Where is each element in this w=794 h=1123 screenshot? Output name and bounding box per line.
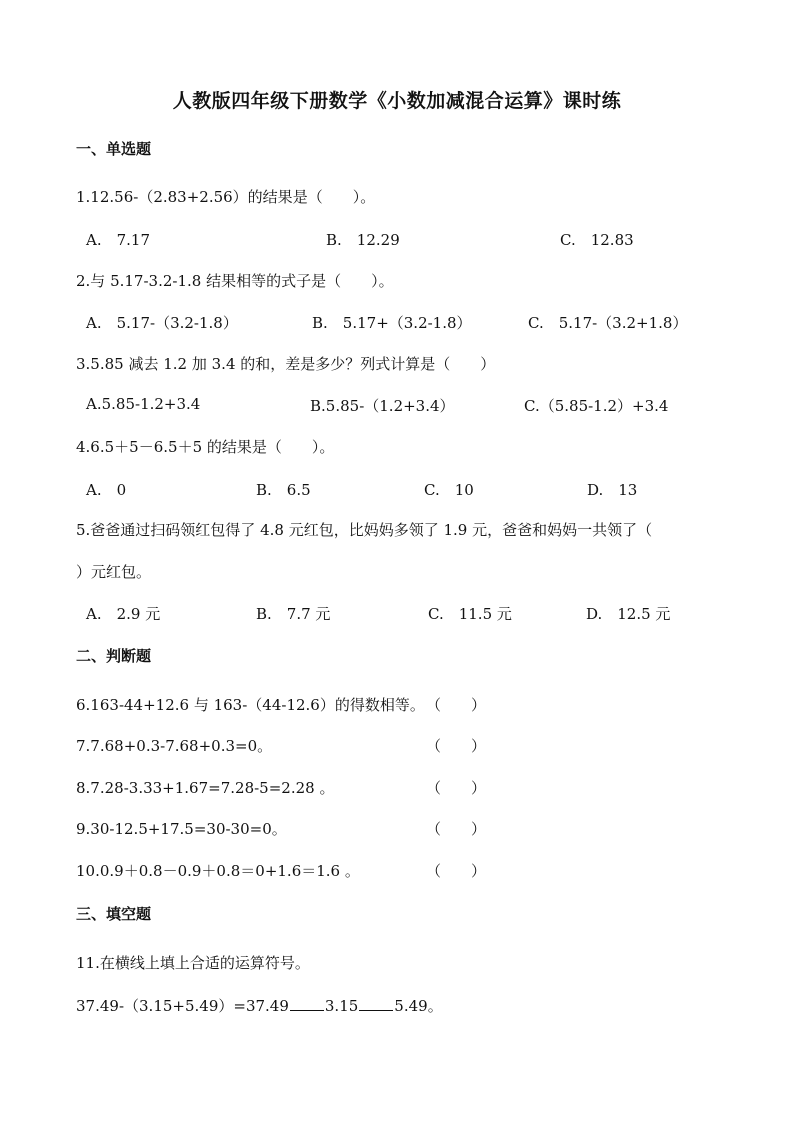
question-7-stem: 7.7.68+0.3-7.68+0.3=0。 [76, 737, 273, 755]
question-7-answer-paren: （ ） [426, 737, 487, 755]
question-9-stem: 9.30-12.5+17.5=30-30=0。 [76, 820, 287, 838]
question-8-answer-paren: （ ） [426, 779, 487, 797]
question-2-option-c: C. 5.17-（3.2+1.8） [528, 314, 688, 332]
question-3-option-c: C.（5.85-1.2）+3.4 [524, 397, 669, 415]
question-5-option-c: C. 11.5 元 [428, 605, 512, 623]
question-2-option-b: B. 5.17+（3.2-1.8） [312, 314, 472, 332]
question-1-option-c: C. 12.83 [560, 231, 634, 249]
question-8-stem: 8.7.28-3.33+1.67=7.28-5=2.28 。 [76, 779, 335, 797]
question-5-option-a: A. 2.9 元 [86, 605, 161, 623]
question-10-answer-paren: （ ） [426, 862, 487, 880]
section-heading-single-choice: 一、单选题 [76, 140, 152, 158]
question-2-option-a: A. 5.17-（3.2-1.8） [86, 314, 238, 332]
question-9-answer-paren: （ ） [426, 820, 487, 838]
question-5-stem-line-1: 5.爸爸通过扫码领红包得了 4.8 元红包，比妈妈多领了 1.9 元，爸爸和妈妈一共领了（ [76, 521, 653, 539]
question-6-answer-paren: （ ） [426, 696, 487, 714]
question-5-option-d: D. 12.5 元 [586, 605, 671, 623]
question-2-stem: 2.与 5.17-3.2-1.8 结果相等的式子是（ ）。 [76, 272, 394, 290]
question-3-stem: 3.5.85 减去 1.2 加 3.4 的和，差是多少？列式计算是（ ） [76, 355, 496, 373]
section-heading-true-false: 二、判断题 [76, 647, 152, 665]
question-11-stem: 11.在横线上填上合适的运算符号。 [76, 954, 310, 972]
section-heading-fill-blank: 三、填空题 [76, 905, 152, 923]
question-6-stem: 6.163-44+12.6 与 163-（44-12.6）的得数相等。 [76, 696, 425, 714]
question-11-expression [76, 995, 443, 1016]
question-1-option-a: A. 7.17 [86, 231, 150, 249]
question-11-expression-left: 37.49-（3.15+5.49）=37.49 [76, 997, 289, 1015]
question-1-stem: 1.12.56-（2.83+2.56）的结果是（ ）。 [76, 188, 376, 206]
question-1-option-b: B. 12.29 [326, 231, 400, 249]
page-title: 人教版四年级下册数学《小数加减混合运算》课时练 [172, 90, 622, 112]
question-4-option-a: A. 0 [86, 481, 127, 499]
question-4-option-d: D. 13 [587, 481, 638, 499]
question-5-option-b: B. 7.7 元 [256, 605, 331, 623]
question-3-option-b: B.5.85-（1.2+3.4） [310, 397, 455, 415]
question-4-option-c: C. 10 [424, 481, 474, 499]
answer-blank-2[interactable] [359, 996, 393, 1011]
answer-blank-1[interactable] [290, 996, 324, 1011]
question-10-stem: 10.0.9＋0.8－0.9＋0.8＝0+1.6＝1.6 。 [76, 862, 360, 880]
question-11-expression-right: 5.49。 [394, 997, 443, 1015]
question-4-stem: 4.6.5＋5－6.5＋5 的结果是（ ）。 [76, 438, 335, 456]
question-4-option-b: B. 6.5 [256, 481, 311, 499]
question-11-expression-middle: 3.15 [324, 997, 359, 1015]
question-5-stem-line-2: ）元红包。 [76, 563, 152, 581]
question-3-option-a: A.5.85-1.2+3.4 [86, 395, 201, 413]
